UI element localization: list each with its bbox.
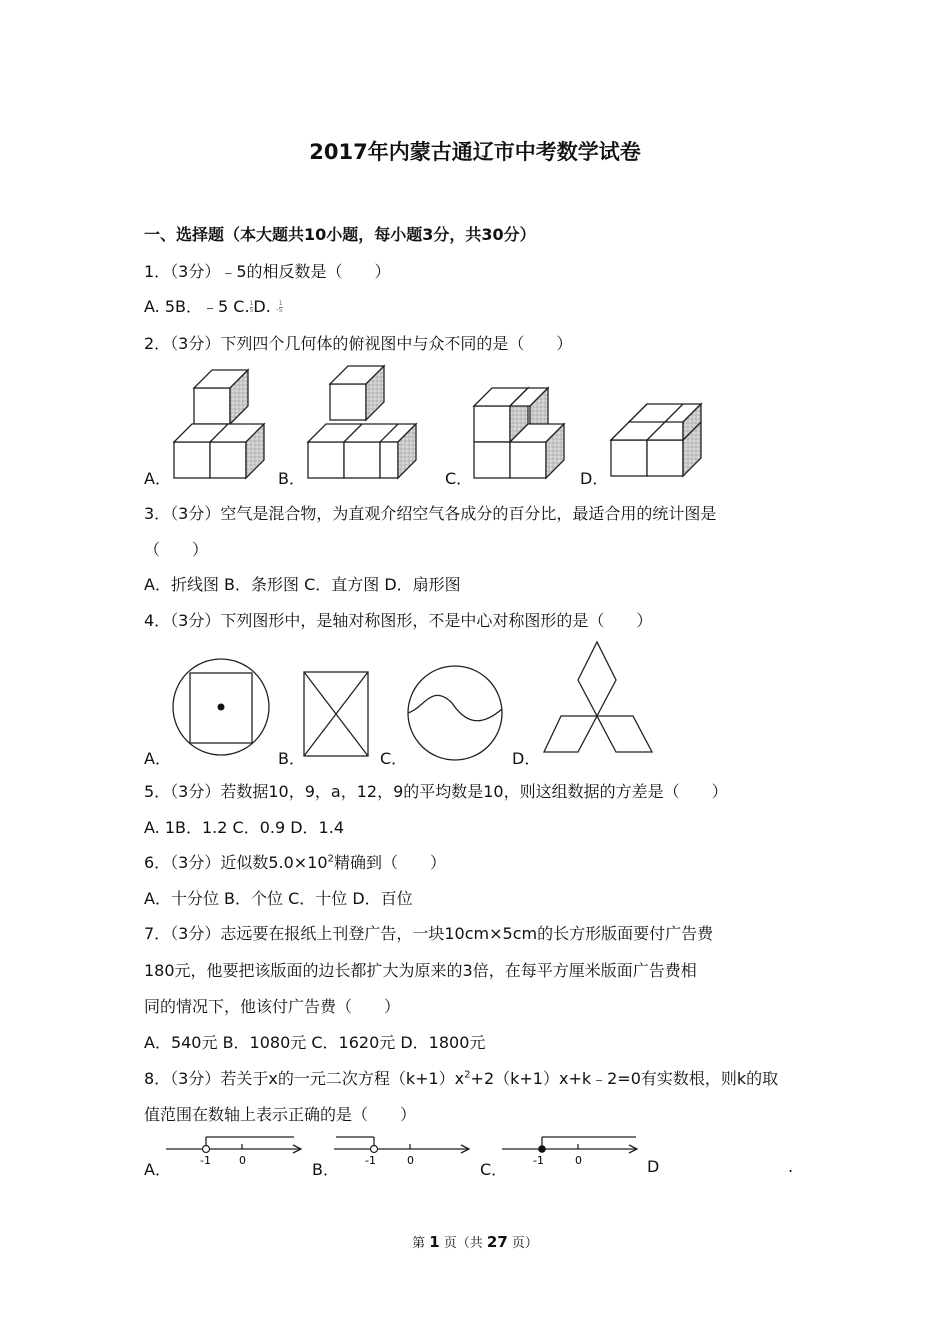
q4-label-b: B． <box>278 749 305 768</box>
question-1-options <box>144 294 283 317</box>
question-8-line-2: 值范围在数轴上表示正确的是（ ） <box>144 1105 417 1124</box>
q8-b-tick-zero: 0 <box>407 1154 414 1167</box>
question-4-stem: 4．（3分）下列图形中，是轴对称图形，不是中心对称图形的是（ ） <box>144 611 653 630</box>
q4-figure-a <box>170 656 272 758</box>
q1-option-b: B．﹣5 <box>175 297 229 316</box>
q1-neg-sign: - <box>275 305 279 314</box>
question-3-options: A．折线图 B．条形图 C．直方图 D．扇形图 <box>144 575 461 594</box>
q1-option-d: D. <box>253 297 271 316</box>
question-3-stem-1: 3．（3分）空气是混合物，为直观介绍空气各成分的百分比，最适合用的统计图是 <box>144 504 717 523</box>
q8-a-tick-neg: -1 <box>200 1154 211 1167</box>
question-5-options: A. 1B．1.2 C．0.9 D．1.4 <box>144 818 344 837</box>
q2-label-d: D． <box>580 469 609 488</box>
page-total: 27 <box>486 1233 508 1251</box>
q2-label-b: B． <box>278 469 305 488</box>
question-3-stem-2: （ ） <box>144 540 209 559</box>
q8-a-tick-zero: 0 <box>239 1154 246 1167</box>
q8-numberline-c <box>498 1130 644 1170</box>
q2-label-c: C． <box>445 469 473 488</box>
q8-label-a: A． <box>144 1160 171 1179</box>
q2-figure-a <box>168 362 278 487</box>
q8-label-d: D <box>647 1157 660 1176</box>
question-5-stem: 5．（3分）若数据10，9，a，12，9的平均数是10，则这组数据的方差是（ ） <box>144 782 728 801</box>
page-footer: 第 1 页（共 27 页） <box>412 1233 538 1251</box>
q4-figure-b <box>300 668 374 760</box>
question-6-stem: 6．（3分）近似数$5.0\times 10^2$精确到（ ） <box>144 853 446 872</box>
q8-b-tick-neg: -1 <box>365 1154 376 1167</box>
q8-trailing-dot: . <box>788 1157 794 1176</box>
q4-label-d: D． <box>512 749 541 768</box>
q1-fraction-c: $\frac{1}{5}$ <box>249 300 254 314</box>
q8-numberline-b <box>330 1130 476 1170</box>
q2-label-a: A． <box>144 469 171 488</box>
question-2-stem: 2．（3分）下列四个几何体的俯视图中与众不同的是（ ） <box>144 334 573 353</box>
q4-label-a: A． <box>144 749 171 768</box>
q8-numberline-a <box>162 1130 308 1170</box>
q8-label-c: C． <box>480 1160 508 1179</box>
q2-figure-c <box>470 376 570 486</box>
q4-figure-d <box>540 640 656 758</box>
page-title: 2017年内蒙古通辽市中考数学试卷 <box>309 140 641 164</box>
q8-c-tick-zero: 0 <box>575 1154 582 1167</box>
q1-option-c: C. <box>233 297 250 316</box>
question-7-line-2: 180元，他要把该版面的边长都扩大为原来的3倍，在每平方厘米版面广告费相 <box>144 961 697 980</box>
q8-c-tick-neg: -1 <box>533 1154 544 1167</box>
question-8-line-1: 8．（3分）若关于x的一元二次方程$(k+1)x^2+2(k+1)x+k﹣2=0$有实数根，则k的取 <box>144 1069 779 1088</box>
q1-option-a: A. 5 <box>144 297 176 316</box>
q8-label-b: B． <box>312 1160 339 1179</box>
question-7-options: A．540元 B．1080元 C．1620元 D．1800元 <box>144 1033 486 1052</box>
q2-figure-d <box>605 396 715 486</box>
q4-figure-c <box>404 663 506 763</box>
question-1-stem: 1．（3分）﹣5的相反数是（ ） <box>144 262 391 281</box>
q4-label-c: C． <box>380 749 408 768</box>
question-6-options: A．十分位 B．个位 C．十位 D．百位 <box>144 889 413 908</box>
page-number: 1 <box>429 1233 440 1251</box>
question-7-line-3: 同的情况下，他该付广告费（ ） <box>144 997 401 1016</box>
question-7-line-1: 7．（3分）志远要在报纸上刊登广告，一块10cm×5cm的长方形版面要付广告费 <box>144 924 714 943</box>
section-heading: 一、选择题（本大题共10小题，每小题3分，共30分） <box>144 225 536 244</box>
q1-fraction-d: $\frac{1}{5}$ <box>278 300 283 314</box>
q2-figure-b <box>302 362 427 487</box>
